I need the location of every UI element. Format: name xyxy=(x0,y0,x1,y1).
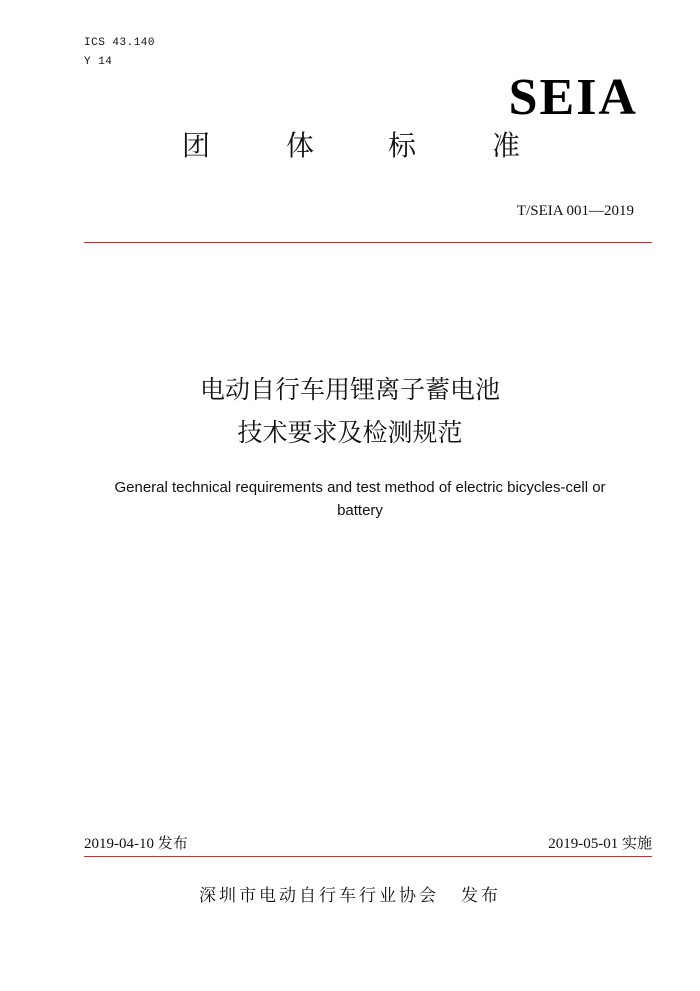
title-chinese-line-1: 电动自行车用锂离子蓄电池 xyxy=(199,375,500,404)
seia-logo: SEIA xyxy=(508,69,638,126)
document-type-char: 准 xyxy=(492,129,521,162)
issuer xyxy=(0,884,700,908)
document-type-char: 体 xyxy=(286,129,315,162)
standard-number: T/SEIA 001—2019 xyxy=(516,203,634,219)
issuer-name: 深圳市电动自行车行业协会 xyxy=(199,886,439,906)
title-chinese-line-2: 技术要求及检测规范 xyxy=(237,418,463,447)
document-type-char: 标 xyxy=(388,129,417,162)
title-english: General technical requirements and test method of electric bicycles-cell or battery xyxy=(114,479,606,519)
document-type-char: 团 xyxy=(182,129,211,162)
publish-date: 2019-04-10 发布 xyxy=(84,836,188,852)
issuer-action: 发布 xyxy=(461,886,501,906)
document-type xyxy=(0,126,700,166)
ics-code: ICS 43.140 xyxy=(84,37,156,49)
ccs-code: Y 14 xyxy=(84,56,113,68)
implement-date: 2019-05-01 实施 xyxy=(548,836,652,852)
footer-divider xyxy=(84,856,652,857)
header-divider xyxy=(84,242,652,243)
